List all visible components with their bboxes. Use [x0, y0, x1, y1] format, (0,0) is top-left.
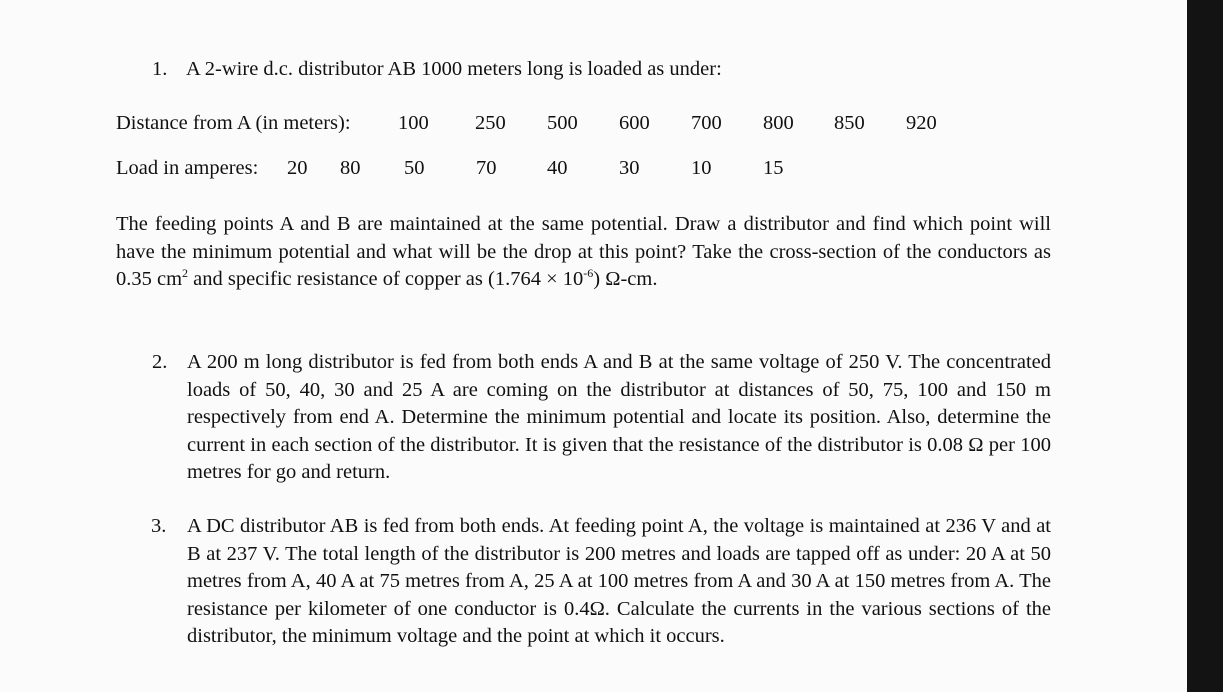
q2-body: A 200 m long distributor is fed from both ends A and B at the same voltage of 250 V. The concentrated loads of 50, 40, 30 and 25 A are coming on the distributor at distances of 50, 75, 100 and 150 m respectively from end A. Determine the minimum potential and locate its position. Also, determine the current in each section of the distributor. It is given that the resistance of the distributor is 0.08 Ω per 100 metres for go and return. — [187, 351, 1051, 483]
q3-number: 3. — [151, 515, 167, 537]
load-value: 70 — [476, 157, 497, 179]
q1-body-text: ) Ω-cm. — [593, 268, 658, 290]
load-value: 40 — [547, 157, 568, 179]
q1-body — [116, 211, 1051, 294]
load-value: 30 — [619, 157, 640, 179]
load-value: 50 — [404, 157, 425, 179]
dark-side-bar — [1187, 0, 1223, 692]
distance-value: 700 — [691, 112, 722, 134]
distance-value: 100 — [398, 112, 429, 134]
q1-body-text: and specific resistance of copper as (1.764 × 10 — [188, 268, 584, 290]
q1-title: A 2-wire d.c. distributor AB 1000 meters long is loaded as under: — [186, 58, 722, 80]
distance-value: 600 — [619, 112, 650, 134]
load-value: 15 — [763, 157, 784, 179]
load-value: 20 — [287, 157, 308, 179]
q2-number: 2. — [152, 351, 168, 373]
q3-body: A DC distributor AB is fed from both ends. At feeding point A, the voltage is maintained at 236 V and at B at 237 V. The total length of the distributor is 200 metres and loads are tapped off as under: 20 A at 50 metres from A, 40 A at 75 metres from A, 25 A at 100 metres from A and 30 A at 150 metres from A. The resistance per kilometer of one conductor is 0.4Ω. Calculate the currents in the various sections of the distributor, the minimum voltage and the point at which it occurs. — [187, 515, 1051, 647]
q1-number: 1. — [152, 58, 168, 80]
load-label: Load in amperes: — [116, 157, 259, 179]
distance-label: Distance from A (in meters): — [116, 112, 351, 134]
q1-exponent-superscript: -6 — [583, 266, 594, 281]
distance-value: 800 — [763, 112, 794, 134]
q1-body-text: The feeding points A and B are maintained at the same potential. Draw a distributor and find which point will have the minimum potential and what will be the drop at this point? Take the cross-section of the conductors as 0.35 cm — [116, 213, 1051, 290]
distance-value: 500 — [547, 112, 578, 134]
distance-value: 920 — [906, 112, 937, 134]
load-value: 10 — [691, 157, 712, 179]
load-value: 80 — [340, 157, 361, 179]
distance-value: 250 — [475, 112, 506, 134]
q1-area-superscript: 2 — [182, 266, 189, 281]
distance-value: 850 — [834, 112, 865, 134]
